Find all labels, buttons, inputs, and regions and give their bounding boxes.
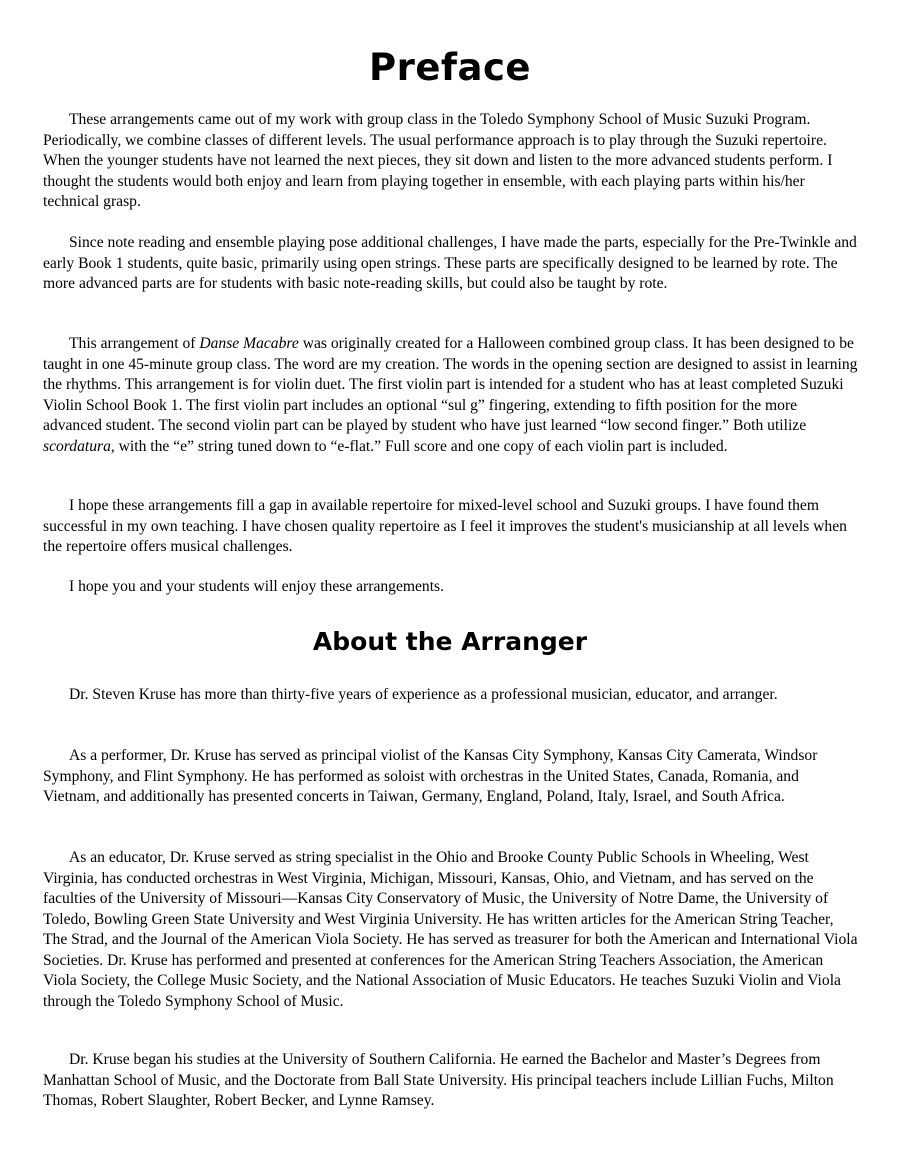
about-paragraph-2: As a performer, Dr. Kruse has served as principal violist of the Kansas City Symphony, Kansas City Camerata, Windsor Symphony, and Flint Symphony. He has performed as soloist with orchestras in the United States, Canada, Romania, and Vietnam, and additionally has presented concerts in Taiwan, Germany, England, Poland, Italy, Israel, and South Africa. [43,747,818,805]
preface-paragraph-2: Since note reading and ensemble playing pose additional challenges, I have made the parts, especially for the Pre-Twinkle and early Book 1 students, quite basic, primarily using open strings. These parts are specifically designed to be learned by rote. The more advanced parts are for students with basic note-reading skills, but could also be taught by rote. [43,234,857,292]
about-paragraph-1: Dr. Steven Kruse has more than thirty-five years of experience as a professional musician, educator, and arranger. [69,686,778,703]
about-arranger-heading: About the Arranger [312,627,588,656]
work-title-italic: Danse Macabre [199,335,299,352]
preface-paragraph-1: These arrangements came out of my work with group class in the Toledo Symphony School of Music Suzuki Program. Periodically, we combine classes of different levels. The usual performance approach is to play through the Suzuki repertoire. When the younger students have not learned the next pieces, they sit down and listen to the more advanced students perform. I thought the students would both enjoy and learn from playing together in ensemble, with each playing parts within his/her technical grasp. [43,111,833,210]
preface-paragraph-5: I hope you and your students will enjoy these arrangements. [69,578,445,595]
preface-paragraph-3 [43,334,858,457]
preface-paragraph-3-text-c: , with the “e” string tuned down to “e-flat.” Full score and one copy of each violin part is included. [110,437,728,455]
preface-paragraph-4: I hope these arrangements fill a gap in available repertoire for mixed-level school and Suzuki groups. I have found them successful in my own teaching. I have chosen quality repertoire as I feel it improves the student's musicianship at all levels when the repertoire offers musical challenges. [43,497,847,555]
preface-heading: Preface [368,46,532,89]
about-paragraph-4: Dr. Kruse began his studies at the University of Southern California. He earned the Bachelor and Master’s Degrees from Manhattan School of Music, and the Doctorate from Ball State University. His principal teachers include Lillian Fuchs, Milton Thomas, Robert Slaughter, Robert Becker, and Lynne Ramsey. [43,1051,834,1109]
preface-paragraph-3-text-a: This arrangement of [69,335,200,352]
scordatura-italic: scordatura [43,437,111,455]
preface-paragraph-3-text-b: was originally created for a Halloween combined group class. It has been designed to be taught in one 45-minute group class. The word are my creation. The words in the opening section are designed to assist in learning the rhythms. This arrangement is for violin duet. The first violin part is intended for a student who has at least completed Suzuki Violin School Book 1. The first violin part includes an optional “sul g” fingering, extending to fifth position for the more advanced student. The second violin part can be played by student who have just learned “low second finger.” Both utilize [43,335,858,434]
about-paragraph-3: As an educator, Dr. Kruse served as string specialist in the Ohio and Brooke County Public Schools in Wheeling, West Virginia, has conducted orchestras in West Virginia, Michigan, Missouri, Kansas, Ohio, and Vietnam, and has served on the faculties of the University of Missouri—Kansas City Conservatory of Music, the University of Notre Dame, the University of Toledo, Bowling Green State University and West Virginia University. He has written articles for the American String Teacher, The Strad, and the Journal of the American Viola Society. He has served as treasurer for both the American and International Viola Societies. Dr. Kruse has performed and presented at conferences for the American String Teachers Association, the American Viola Society, the College Music Society, and the National Association of Music Educators. He teaches Suzuki Violin and Viola through the Toledo Symphony School of Music. [43,849,858,1010]
